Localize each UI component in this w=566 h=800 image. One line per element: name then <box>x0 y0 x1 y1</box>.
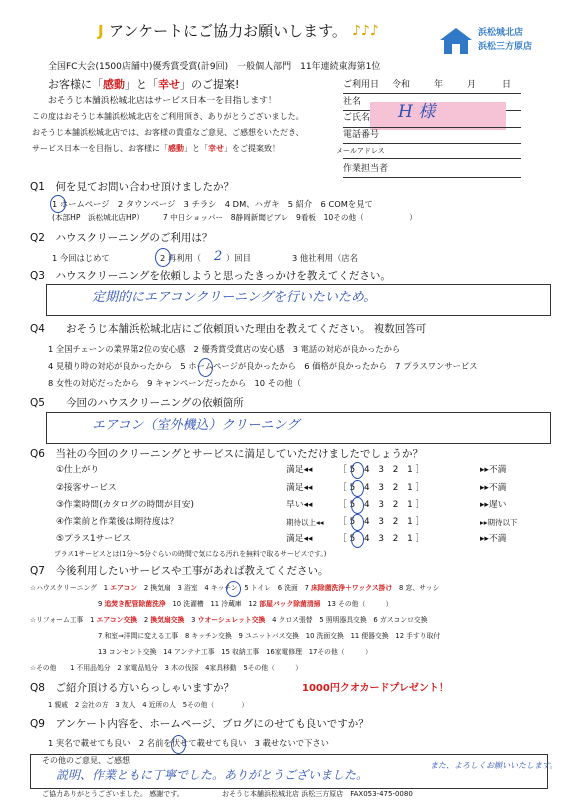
q1-answer-mark <box>50 195 66 213</box>
footer-shop: おそうじ本舗浜松城北店 浜松三方原店 FAX053-475-0080 <box>222 790 413 798</box>
q7-answer-mark <box>226 581 241 597</box>
q5-answer: エアコン（室外機込）クリーニング <box>92 418 300 433</box>
q7-hc-b: 8 窓、サッシ <box>392 584 440 592</box>
q7-reform-aircon: エアコン交換 <box>96 616 138 624</box>
q7-reform-line1 <box>30 617 428 624</box>
q2-option-1: 1 今回はじめて <box>52 253 110 263</box>
q9-answer-mark <box>171 735 186 754</box>
q2-option-2-end: ）回目 <box>226 253 251 263</box>
q6-row-scale: ［ 5 4 3 2 1 ］ <box>338 483 425 493</box>
mail-underline <box>343 158 521 159</box>
intro-line-4: おそうじ本舗浜松城北店では、お客様の貴重なご意見、ご感想をいただき、 <box>32 128 304 137</box>
name-underline <box>343 127 521 128</box>
day-label: 日 <box>502 80 512 90</box>
intro1-shiawase: 幸せ <box>158 78 180 91</box>
q6-row-label: ②接客サービス <box>56 483 117 493</box>
intro-line-3: この度はおそうじ本舗浜松城北店をご利用頂き、ありがとうございました。 <box>32 112 304 121</box>
q7-hc2-9: 9 <box>98 600 105 608</box>
q6-row-left: 満足◂◂ <box>286 465 313 475</box>
phone-label: 電話番号 <box>343 130 380 140</box>
q4-options-line3: 8 女性の対応だったから 9 キャンペーンだったから 10 その他（ <box>48 378 301 388</box>
q7-reform-toilet: ウオーシュレット交換 <box>197 616 266 624</box>
q7-reform-a: 2 <box>137 616 151 624</box>
q6-row-right: ▸▸遅い <box>480 500 507 510</box>
award-text: 全国FC大会(1500店舗中)優秀賞受賞(計9回) 一般個人部門 11年連続東海第1位 <box>48 62 381 72</box>
q6-note: プラス1サービスとは(1分～5分ぐらいの時間で気になる汚れを無料で取るサービスです。) <box>54 550 327 558</box>
intro5-shiawase: 幸せ <box>208 144 224 153</box>
shop-logo-icon <box>438 26 474 56</box>
intro-line-1 <box>48 79 239 90</box>
shop-name-2: 浜松三方原店 <box>478 42 533 52</box>
q6-row-scale: ［ 5 4 3 2 1 ］ <box>338 517 425 527</box>
q2-option-2: 2 再利用（ <box>160 253 202 263</box>
q6-row-label: ①仕上がり <box>56 465 100 475</box>
q6-row-left: 満足◂◂ <box>286 483 313 493</box>
q7-hc-a: 2 換気扇 3 浴室 4 キッチン 5 トイレ 6 洗面 7 <box>137 584 312 592</box>
q2-option-3: 3 他社利用（店名 <box>292 253 358 263</box>
intro5-kando: 感動 <box>168 144 184 153</box>
title-mark: J <box>98 22 104 40</box>
q6-row-scale: ［ 5 4 3 2 1 ］ <box>338 465 425 475</box>
q6-answer-mark <box>351 531 364 548</box>
q8-options: 1 親戚 2 会社の方 3 友人 4 近所の人 5その他（ ） <box>48 701 249 709</box>
q7-other-line: ☆その他 1 不用品処分 2 家電品処分 3 木の伐採 4家具移動 5その他（ ） <box>30 664 303 672</box>
q9-options: 1 実名で載せても良い 2 名前を伏せて載せても良い 3 載せないで下さい <box>48 738 329 748</box>
q1-title: Q1 何を見てお問い合わせ頂けましたか？ <box>30 181 234 193</box>
q6-answer-mark <box>351 480 364 497</box>
q8-present: 1000円クオカードプレゼント！ <box>302 683 449 694</box>
q7-reform-line3: 13 コンセント交換 14 アンテナ工事 15 収納工事 16家電修理 17その他（ ） <box>98 648 372 656</box>
q6-row-label: ⑤プラス1サービス <box>56 534 131 544</box>
page-title: アンケートにご協力お願いします。 <box>109 22 347 40</box>
q7-reform-b: 3 <box>184 616 198 624</box>
q5-title: Q5 今回のハウスクリーニングの依頼箇所 <box>30 397 244 409</box>
q7-reform-label: ☆リフォーム工事 1 <box>30 616 97 624</box>
q7-housecleaning-line2 <box>98 601 392 608</box>
staff-label: 作業担当者 <box>343 164 389 174</box>
q6-answer-mark <box>351 497 364 514</box>
footer-thanks: ご協力ありがとうございました。 感謝です。 <box>42 790 184 798</box>
q6-row-right: ▸▸不満 <box>480 534 507 544</box>
intro5-end: 」をご提案致！ <box>224 144 280 153</box>
intro1-end: 」のご提案! <box>180 78 240 91</box>
q3-title: Q3 ハウスクリーニングを依頼しようと思ったきっかけを教えてください。 <box>30 270 391 282</box>
q2-count-value: 2 <box>214 249 223 264</box>
era-label: 令和 <box>392 80 411 90</box>
q7-hc2-b: 13 その他（ ） <box>320 600 393 608</box>
q4-options-line2: 4 見積り時の対応が良かったから 5 ホームページが良かったから 6 価格が良かったから 7 プラスワンサービス <box>48 361 478 371</box>
q2-answer-mark <box>155 248 171 267</box>
intro5-start: サービス日本一を目指し、お客様に「 <box>32 144 168 153</box>
q7-hc2-a: 10 洗濯槽 11 冷蔵庫 12 <box>165 600 260 608</box>
q6-row-label: ④作業前と作業後は期待度は？ <box>56 517 179 527</box>
q1-options-line1: 1 ホームページ 2 タウンページ 3 チラシ 4 DM、ハガキ 5 紹介 6 COMを見て <box>52 199 373 209</box>
q6-row-label: ③作業時間(カタログの時間が目安) <box>56 500 194 510</box>
staff-underline <box>343 177 521 178</box>
name-label: ご氏名 <box>343 113 371 123</box>
q7-reform-fan: 換気扇交換 <box>150 616 185 624</box>
phone-underline <box>343 143 521 144</box>
q6-row-left: 満足◂◂ <box>286 534 313 544</box>
q3-answer: 定期的にエアコンクリーニングを行いたいため。 <box>92 290 377 305</box>
music-notes: ♪♪♪ <box>352 23 379 39</box>
q2-title: Q2 ハウスクリーニングのご利用は？ <box>30 232 213 244</box>
q6-answer-mark <box>351 514 364 531</box>
q4-options-line1: 1 全国チェーンの業界第2位の安心感 2 優秀賞受賞店の安心感 3 電話の対応が良かったから <box>48 344 401 354</box>
q7-hc2-oidaki: 追焚き配管除菌洗浄 <box>104 600 166 608</box>
month-label: 月 <box>467 80 477 90</box>
q6-row-scale: ［ 5 4 3 2 1 ］ <box>338 500 425 510</box>
q1-options-line2: (本部HP 浜松城北店HP） 7 中日ショッパー 8静岡新聞ピブレ 9看板 10その他（ ） <box>52 213 417 222</box>
intro1-kando: 感動 <box>103 78 125 91</box>
shop-name-1: 浜松城北店 <box>478 28 524 38</box>
year-label: 年 <box>434 80 444 90</box>
usage-date-label: ご利用日 <box>343 80 380 90</box>
q7-title: Q7 今後利用したいサービスや工事があれば教えてください。 <box>30 565 329 577</box>
q6-title: Q6 当社の今回のクリーニングとサービスに満足していただけましたでしょうか？ <box>30 448 423 460</box>
q7-reform-line2: 7 和室⇒洋間に変える工事 8 キッチン交換 9 ユニットバス交換 10 洗面交換 11 便器交換 12 手すり取付 <box>98 632 441 640</box>
intro-line-5 <box>32 145 280 153</box>
q6-row-left: 期待以上◂◂ <box>286 518 324 527</box>
q9-title: Q9 アンケート内容を、ホームページ、ブログにのせても良いですか？ <box>30 718 369 730</box>
q6-row-right: ▸▸不満 <box>480 483 507 493</box>
intro5-mid: 」と「 <box>184 144 208 153</box>
q7-hc2-bio: 部屋バック除菌清掃 <box>259 600 321 608</box>
date-underline <box>343 93 521 94</box>
q7-hc-aircon: エアコン <box>110 584 138 592</box>
comment-line-2: また、よろしくお願いいたします。 <box>430 761 558 770</box>
intro-line-2: おそうじ本舗浜松城北店はサービス日本一を目指します！ <box>48 96 277 106</box>
mail-label: メールアドレス <box>336 147 385 155</box>
name-value: H 様 <box>398 102 436 122</box>
name-highlight <box>370 102 506 130</box>
intro1-start: お客様に「 <box>48 78 103 91</box>
comment-label: その他のご意見、ご感想 <box>42 756 130 765</box>
q7-hc-wax: 床除菌洗浄＋ワックス掛け <box>311 584 393 592</box>
intro1-mid: 」と「 <box>125 78 158 91</box>
q6-row-right: ▸▸不満 <box>480 465 507 475</box>
q4-title: Q4 おそうじ本舗浜松城北店にご依頼頂いた理由を教えてください。 複数回答可 <box>30 323 427 335</box>
q6-row-left: 早い◂◂ <box>286 500 313 510</box>
q6-row-scale: ［ 5 4 3 2 1 ］ <box>338 534 425 544</box>
q7-reform-c: 4 クロス張替 5 照明器具交換 6 ガスコンロ交換 <box>265 616 428 624</box>
q7-hc-label: ☆ハウスクリーニング 1 <box>30 584 111 592</box>
comment-line-1: 説明、作業ともに丁寧でした。ありがとうございました。 <box>56 768 369 782</box>
q4-answer-mark <box>198 358 213 377</box>
company-label: 社名 <box>343 97 362 107</box>
q8-title: Q8 ご紹介頂ける方いらっしゃいますか？ <box>30 682 234 694</box>
q6-row-right: ▸▸期待以下 <box>480 518 518 527</box>
q6-answer-mark <box>351 462 364 479</box>
